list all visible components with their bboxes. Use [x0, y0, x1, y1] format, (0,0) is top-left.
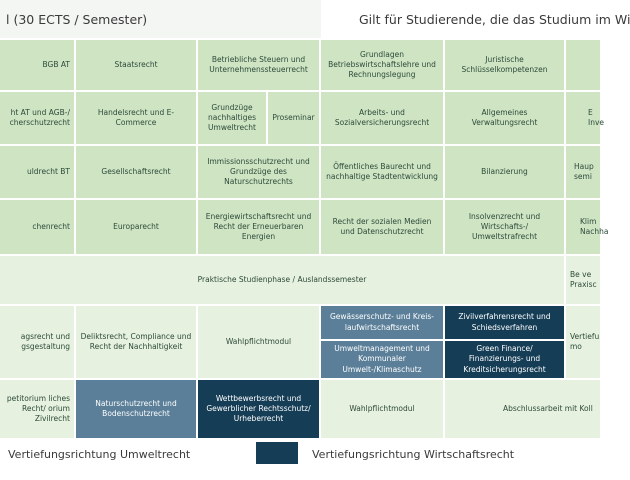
module-cell: Recht der sozialen Medien und Datenschutzrecht: [321, 200, 443, 254]
module-cell: Be ve Praxisc: [566, 256, 600, 304]
legend-wirtschaft-swatch: [256, 442, 298, 464]
elective-module-cell: Wahlpflichtmodul: [321, 380, 443, 438]
practical-phase-cell: Praktische Studienphase / Auslandssemester: [0, 256, 564, 304]
wirtschaft-specialization-cell: Zivilverfahrensrecht und Schiedsverfahren: [445, 306, 564, 339]
module-cell: Europarecht: [76, 200, 196, 254]
module-cell: BGB AT: [0, 40, 74, 90]
module-cell: Gesellschaftsrecht: [76, 146, 196, 198]
module-cell: Deliktsrecht, Compliance und Recht der Nachhaltigkeit: [76, 306, 196, 378]
module-cell: Haup semi: [566, 146, 600, 198]
wirtschaft-specialization-cell: Green Finance/ Finanzierungs- und Kreditsicherungsrecht: [445, 341, 564, 378]
module-cell: Bilanzierung: [445, 146, 564, 198]
module-cell: Grundlagen Betriebswirtschaftslehre und Rechnungslegung: [321, 40, 443, 90]
semester-header-label: l (30 ECTS / Semester): [6, 11, 148, 27]
thesis-cell: Abschlussarbeit mit Koll: [445, 380, 600, 438]
module-grid: [0, 38, 609, 438]
module-cell: Insolvenzrecht und Wirtschafts-/ Umweltstrafrecht: [445, 200, 564, 254]
module-cell: Arbeits- und Sozialversicherungsrecht: [321, 92, 443, 144]
umwelt-specialization-cell: Gewässerschutz- und Kreis- laufwirtschaftsrecht: [321, 306, 443, 339]
module-cell: Staatsrecht: [76, 40, 196, 90]
module-cell: petitorium liches Recht/ orium Zivilrecht: [0, 380, 74, 438]
legend-umwelt-label: Vertiefungsrichtung Umweltrecht: [8, 448, 191, 461]
module-cell: [566, 40, 600, 90]
umwelt-specialization-cell: Naturschutzrecht und Bodenschutzrecht: [76, 380, 196, 438]
module-cell: Betriebliche Steuern und Unternehmenssteuerrecht: [198, 40, 319, 90]
module-cell: Allgemeines Verwaltungsrecht: [445, 92, 564, 144]
umwelt-specialization-cell: Umweltmanagement und Kommunaler Umwelt-/Klimaschutz: [321, 341, 443, 378]
module-cell: Grundzüge nachhaltiges Umweltrecht: [198, 92, 266, 144]
module-cell: chenrecht: [0, 200, 74, 254]
module-cell: Energiewirtschaftsrecht und Recht der Erneuerbaren Energien: [198, 200, 319, 254]
module-cell: Klim Nachha: [566, 200, 600, 254]
module-cell: Juristische Schlüsselkompetenzen: [445, 40, 564, 90]
module-cell: ht AT und AGB-/ cherschutzrecht: [0, 92, 74, 144]
legend: [0, 440, 600, 480]
module-cell: Vertiefu mo: [566, 306, 600, 378]
module-cell: E Inve: [566, 92, 600, 144]
module-cell: agsrecht und gsgestaltung: [0, 306, 74, 378]
module-cell: uldrecht BT: [0, 146, 74, 198]
module-cell: Proseminar: [268, 92, 319, 144]
module-cell: Immissionsschutzrecht und Grundzüge des Naturschutzrechts: [198, 146, 319, 198]
legend-wirtschaft-label: Vertiefungsrichtung Wirtschaftsrecht: [312, 448, 515, 461]
module-cell: Handelsrecht und E-Commerce: [76, 92, 196, 144]
applicability-header-label: Gilt für Studierende, die das Studium im Wi: [359, 11, 630, 27]
applicability-header: [321, 0, 630, 38]
elective-module-cell: Wahlpflichtmodul: [198, 306, 319, 378]
wirtschaft-specialization-cell: Wettbewerbsrecht und Gewerblicher Rechtsschutz/ Urheberrecht: [198, 380, 319, 438]
semester-header: [0, 0, 321, 38]
module-cell: Öffentliches Baurecht und nachhaltige Stadtentwicklung: [321, 146, 443, 198]
